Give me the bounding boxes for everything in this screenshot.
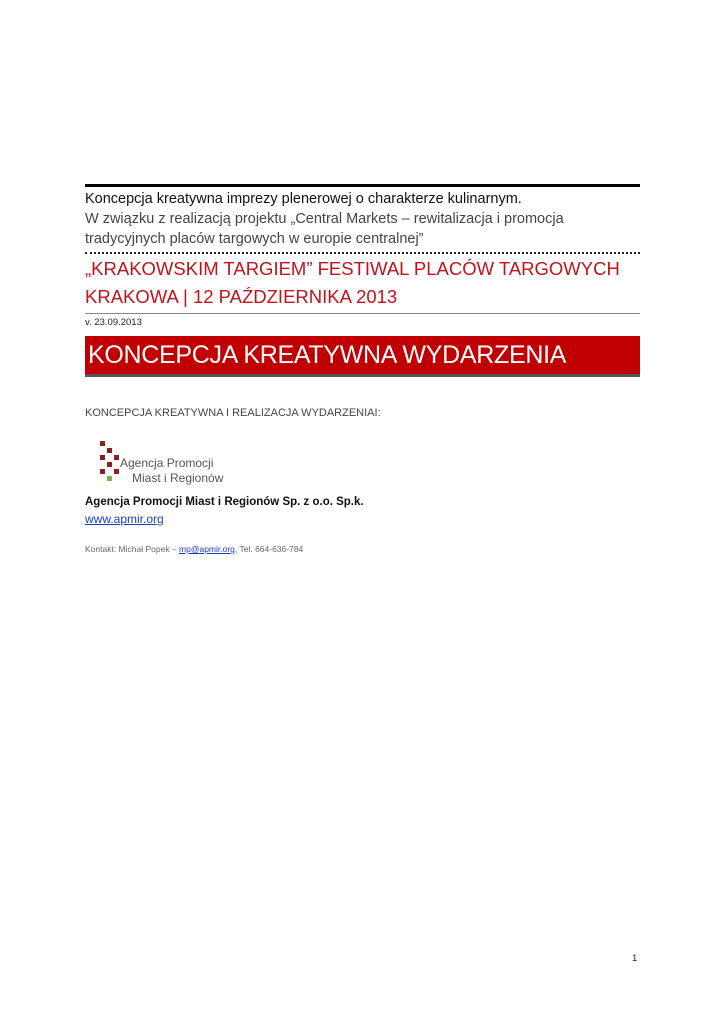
page-number: 1: [632, 953, 638, 964]
contact-prefix: Kontakt: Michał Popek –: [85, 544, 180, 554]
title-divider: [85, 313, 640, 314]
logo-text: [120, 456, 223, 486]
realization-label: KONCEPCJA KREATYWNA I REALIZACJA WYDARZENIAI:: [85, 407, 381, 419]
contact-line: [85, 544, 303, 554]
festival-title-line-1: „KRAKOWSKIM TARGIEM” FESTIWAL PLACÓW TARGOWYCH: [85, 258, 620, 279]
logo-text-line-2: Miast i Regionów: [132, 471, 224, 485]
project-line-2: tradycyjnych placów targowych w europie centralnej”: [85, 231, 424, 247]
version-label: v. 23.09.2013: [85, 317, 142, 328]
festival-title-line-2: KRAKOWA | 12 PAŹDZIERNIKA 2013: [85, 286, 398, 307]
dotted-divider: [85, 252, 640, 254]
contact-email-link[interactable]: mp@apmir.org: [179, 544, 235, 554]
website-link[interactable]: www.apmir.org: [85, 512, 164, 526]
concept-line: Koncepcja kreatywna imprezy plenerowej o charakterze kulinarnym.: [85, 191, 522, 207]
header-block: [85, 184, 640, 329]
company-name: Agencja Promocji Miast i Regionów Sp. z o.o. Sp.k.: [85, 496, 364, 508]
section-banner: [85, 336, 640, 377]
agency-logo: [97, 440, 247, 488]
project-line-1: W związku z realizacją projektu „Central Markets – rewitalizacja i promocja: [85, 211, 564, 227]
logo-text-line-1: Agencja Promocji: [120, 456, 214, 470]
header-top-rule: [85, 184, 640, 187]
contact-suffix: , Tel. 664-636-784: [234, 544, 304, 554]
banner-title: KONCEPCJA KREATYWNA WYDARZENIA: [88, 341, 567, 369]
